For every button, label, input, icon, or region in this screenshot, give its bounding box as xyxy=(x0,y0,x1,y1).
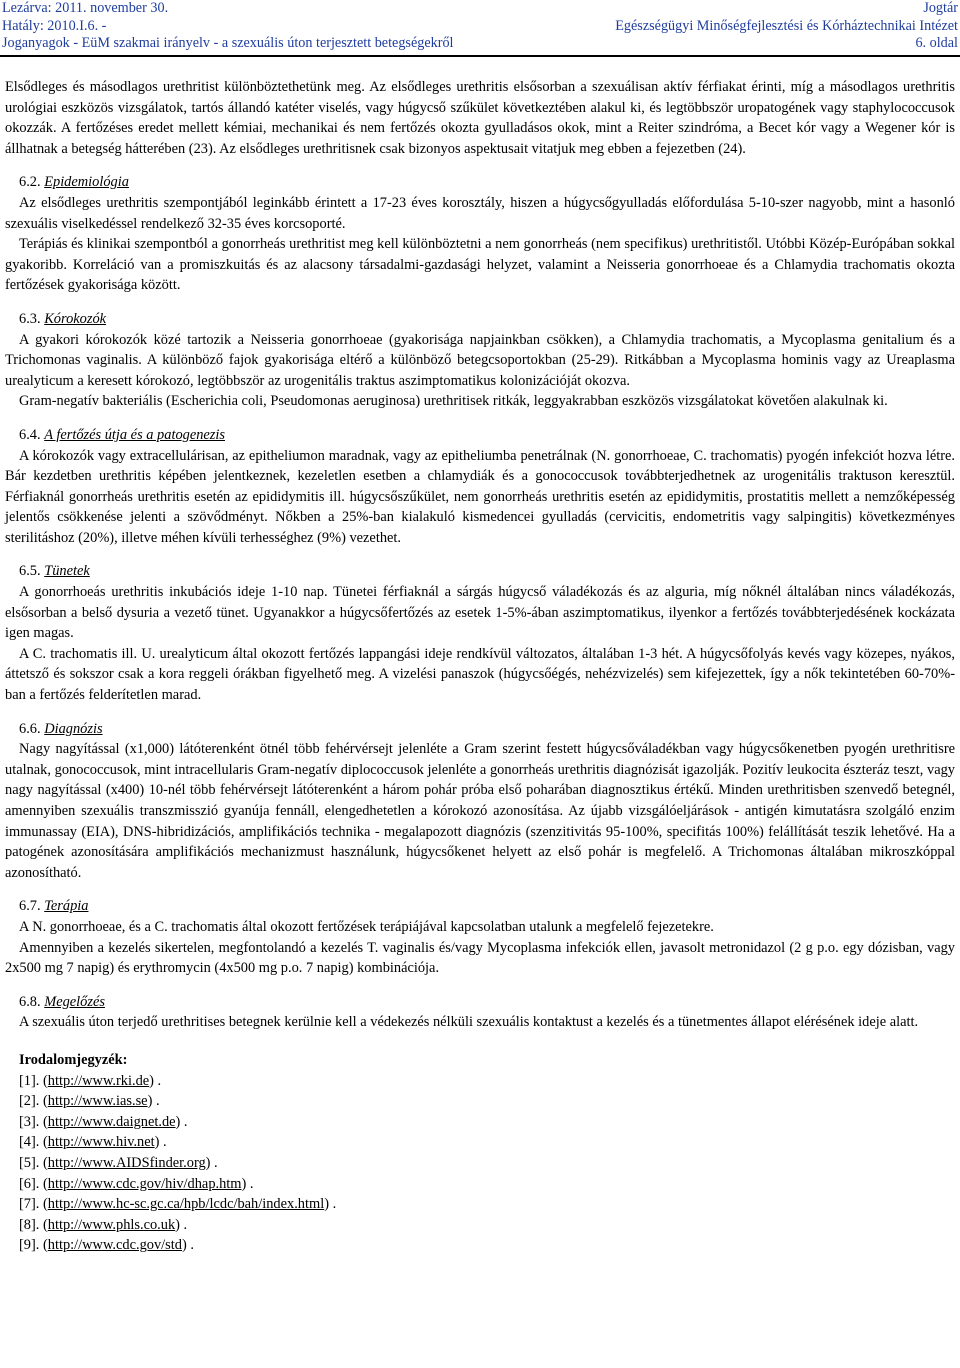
section-paragraph: A gyakori kórokozók közé tartozik a Neisseria gonorrhoeae (gyakorisága napjainkban csökken), a Chlamydia trachomatis, a Mycoplasma genitalium és a Trichomonas vaginalis. A különböző fajok gyakorisága eltérő a különböző betegcsoportokban (25-29). Ritkábban a Mycoplasma hominis vagy az Ureaplasma urealyticum a keresett kórokozó, legtöbbször az urogenitális traktus aszimptomatikus kolonizációját okozva. xyxy=(5,331,955,389)
section-paragraph: Az elsődleges urethritis szempontjából leginkább érintett a 17-23 éves korosztály, hiszen a húgycsőgyulladás előfordulása 5-10-szer nagyobb, mint a hasonló szexuális viselkedéssel rendelkező 32-35 éves korcsoporté. xyxy=(5,194,955,232)
section-paragraph: Terápiás és klinikai szempontból a gonorrheás urethritist meg kell különböztetni a nem gonorrheás (nem specifikus) urethritistől. Utóbbi Közép-Európában sokkal gyakoribb. Korreláció van a promiszkuitás és az alacsony társadalmi-gazdasági helyzet, valamint a Neisseria gonorrhoeae és a Chlamydia trachomatis okozta fertőzések gyakorisága között. xyxy=(5,236,955,294)
reference-open-paren: ( xyxy=(39,1196,48,1213)
reference-item xyxy=(19,1112,955,1133)
section-heading xyxy=(5,896,955,917)
reference-link[interactable]: http://www.cdc.gov/std xyxy=(47,1237,182,1254)
reference-open-paren: ( xyxy=(39,1113,48,1130)
reference-link[interactable]: http://www.rki.de xyxy=(47,1072,150,1089)
reference-number: [9]. xyxy=(19,1237,40,1254)
header-page-number: 6. oldal xyxy=(915,35,958,51)
section-paragraph: A szexuális úton terjedő urethritises betegnek kerülnie kell a védekezés nélküli szexuális kontaktust a kezelés és a tünetmentes állapot elérésének ideje alatt. xyxy=(19,1014,919,1031)
page-header xyxy=(0,0,960,53)
reference-item xyxy=(19,1194,955,1215)
reference-open-paren: ( xyxy=(39,1093,48,1110)
section-number: 6.8. xyxy=(19,993,41,1010)
document-body xyxy=(5,77,955,1256)
section-heading xyxy=(5,309,955,330)
reference-link[interactable]: http://www.hc-sc.gc.ca/hpb/lcdc/bah/index.html xyxy=(47,1196,325,1213)
reference-link[interactable]: http://www.phls.co.uk xyxy=(47,1216,176,1233)
reference-open-paren: ( xyxy=(39,1216,48,1233)
reference-close-paren: ) . xyxy=(149,1072,162,1089)
section-heading xyxy=(5,992,955,1013)
reference-item xyxy=(19,1132,955,1153)
section-title: Kórokozók xyxy=(44,310,107,327)
header-divider xyxy=(0,55,960,57)
header-effective-date: Hatály: 2010.I.6. - xyxy=(2,17,107,34)
section-number: 6.4. xyxy=(19,426,41,443)
reference-number: [3]. xyxy=(19,1113,40,1130)
reference-item xyxy=(19,1174,955,1195)
section-title: Diagnózis xyxy=(44,720,103,737)
reference-item xyxy=(19,1071,955,1092)
reference-open-paren: ( xyxy=(39,1072,48,1089)
section-6-4 xyxy=(5,425,955,549)
references-title: Irodalomjegyzék: xyxy=(19,1051,128,1068)
reference-close-paren: ) . xyxy=(241,1175,254,1192)
section-paragraph: A gonorrhoeás urethritis inkubációs ideje 1-10 nap. Tünetei férfiaknál a sárgás húgycső váladékozás és az alguria, míg nőknél általában nincs váladékozás, elsősorban a belső dysuria a vezető tünet. Ugyanakkor a húgycsőfertőzés az esetek 1-5%-ában aszimptomatikus, ilyenkor a fertőzés továbbterjedésének kockázata igen magas. xyxy=(5,584,955,642)
section-paragraph: A N. gonorrhoeae, és a C. trachomatis által okozott fertőzések terápiájával kapcsolatban utalunk a megfelelő fejezetekre. xyxy=(19,918,714,935)
reference-number: [5]. xyxy=(19,1154,40,1171)
section-6-2 xyxy=(5,172,955,296)
header-institute: Egészségügyi Minőségfejlesztési és Kórháztechnikai Intézet xyxy=(615,17,958,34)
section-heading xyxy=(5,425,955,446)
reference-close-paren: ) . xyxy=(175,1113,188,1130)
section-heading xyxy=(5,719,955,740)
section-paragraph: A kórokozók vagy extracellulárisan, az epitheliumon maradnak, vagy az epitheliumba penetrálnak (N. gonorrhoeae, C. trachomatis) pyogén infekciót hozva létre. Bár kezdetben urethritis képében jelentkeznek, kezeletlen esetben a chlamydiák és a gonococcusok továbbterjedhetnek az urogenitális traktuson keresztül. Férfiaknál gonorrheás urethritis esetén az epididymitis ill. húgycsőszűkület, nem gonorrheás urethritis esetén az epididymitis, prostatitis mellett a nemzőképesség jelentős csökkenése jelenti a szövődményt. Nőkben a 25%-ban kialakuló kismedencei gyulladás (cervicitis, endometritis vagy salpingitis) következményes sterilitáshoz (20%), illetve méhen kívüli terhességhez (9%) vezethet. xyxy=(5,447,955,546)
reference-link[interactable]: http://www.ias.se xyxy=(47,1093,148,1110)
reference-number: [2]. xyxy=(19,1093,40,1110)
section-heading xyxy=(5,561,955,582)
reference-close-paren: ) . xyxy=(324,1196,337,1213)
section-number: 6.7. xyxy=(19,898,41,915)
section-title: Terápia xyxy=(44,898,89,915)
reference-open-paren: ( xyxy=(39,1175,48,1192)
header-document-path: Joganyagok - EüM szakmai irányelv - a szexuális úton terjesztett betegségekről xyxy=(2,35,454,51)
section-number: 6.3. xyxy=(19,310,41,327)
section-heading xyxy=(5,172,955,193)
section-title: Tünetek xyxy=(44,563,90,580)
header-jogtar: Jogtár xyxy=(923,0,958,16)
section-6-5 xyxy=(5,561,955,705)
reference-item xyxy=(19,1091,955,1112)
reference-link[interactable]: http://www.hiv.net xyxy=(47,1134,155,1151)
reference-close-paren: ) . xyxy=(181,1237,194,1254)
header-closed-date: Lezárva: 2011. november 30. xyxy=(2,0,169,16)
reference-item xyxy=(19,1215,955,1236)
reference-close-paren: ) . xyxy=(175,1216,188,1233)
section-title: A fertőzés útja és a patogenezis xyxy=(44,426,226,443)
section-number: 6.5. xyxy=(19,563,41,580)
reference-item xyxy=(19,1235,955,1256)
section-6-7 xyxy=(5,896,955,978)
section-title: Megelőzés xyxy=(44,993,105,1010)
section-6-8 xyxy=(5,992,955,1033)
reference-item xyxy=(19,1153,955,1174)
reference-number: [6]. xyxy=(19,1175,40,1192)
section-6-6 xyxy=(5,719,955,884)
sections-container xyxy=(5,172,955,1033)
reference-link[interactable]: http://www.AIDSfinder.org xyxy=(47,1154,206,1171)
reference-open-paren: ( xyxy=(39,1154,48,1171)
section-number: 6.6. xyxy=(19,720,41,737)
section-paragraph: Gram-negatív bakteriális (Escherichia coli, Pseudomonas aeruginosa) urethritisek ritkák, leggyakrabban eszközös vizsgálatokat követően alakulnak ki. xyxy=(19,393,888,410)
reference-open-paren: ( xyxy=(39,1237,48,1254)
section-title: Epidemiológia xyxy=(44,174,129,191)
section-number: 6.2. xyxy=(19,174,41,191)
reference-link[interactable]: http://www.cdc.gov/hiv/dhap.htm xyxy=(47,1175,242,1192)
reference-open-paren: ( xyxy=(39,1134,48,1151)
reference-number: [1]. xyxy=(19,1072,40,1089)
reference-close-paren: ) . xyxy=(205,1154,218,1171)
reference-number: [7]. xyxy=(19,1196,40,1213)
reference-close-paren: ) . xyxy=(147,1093,160,1110)
reference-number: [4]. xyxy=(19,1134,40,1151)
references-list xyxy=(5,1071,955,1256)
section-paragraph: A C. trachomatis ill. U. urealyticum által okozott fertőzés lappangási ideje rendkívül változatos, általában 1-3 hét. A húgycsőfolyás kevés vagy közepes, nyákos, áttetsző és sokszor csak a kora reggeli órákban figyelhető meg. A vizelési panaszok (húgycsőégés, nehézvizelés) sem kifejezettek, így a nők tekintetében 60-70%-ban a fertőzés felderítetlen marad. xyxy=(5,645,955,704)
section-paragraph: Amennyiben a kezelés sikertelen, megfontolandó a kezelés T. vaginalis és/vagy Mycoplasma infekciók ellen, javasolt metronidazol (2 g p.o. egy dózisban, vagy 2x500 mg 7 napig) és erythromycin (4x500 mg p.o. 7 napig) kombinációja. xyxy=(5,939,955,977)
intro-paragraph: Elsődleges és másodlagos urethritist különböztethetünk meg. Az elsődleges urethritis elsősorban a szexuálisan aktív férfiakat érinti, míg a másodlagos urethritis urológiai eszközös vizsgálatok, tartós állandó katéter viselés, vagy húgycső szűkület következtében alakul ki, és legtöbbször uropatogének vagy staphylococcusok okozzák. A fertőzéses eredet mellett kémiai, mechanikai és nem fertőzés okozta gyulladásos okok, mint a Reiter szindróma, a Becet kór vagy a Wegener kór is állhatnak a betegség hátterében (23). Az elsődleges urethritisnek csak bizonyos aspektusait vitatjuk meg ebben a fejezetben (24). xyxy=(5,79,955,157)
reference-close-paren: ) . xyxy=(154,1134,167,1151)
reference-link[interactable]: http://www.daignet.de xyxy=(47,1113,176,1130)
reference-number: [8]. xyxy=(19,1216,40,1233)
section-paragraph: Nagy nagyítással (x1,000) látóterenként ötnél több fehérvérsejt jelenléte a Gram szerint festett húgycsőváladékban vagy húgycsőkenetben pyogén urethritisre utalnak, gonococcusok, mint intracellularis Gram-negatív diplococcusok jelenléte a gonorrheás urethritis diagnózisát igazolják. Pozitív leukocita észteráz teszt, vagy nagy nagyítással (x400) 10-nél több fehérvérsejt látóterenként a három pohár próba első poharában diagnosztikus értékű. Minden urethritisben szenvedő betegnél, amennyiben szexuális transzmisszió gyanúja fennáll, elengedhetetlen a kórokozó azonosítása. Az újabb vizsgálóeljárások - antigén kimutatásra szolgáló enzim immunassay (EIA), DNS-hibridizációs, amplifikációs technika - megalapozott diagnózis (szenzitivitás 95-100%, specifitás 100%) felállítását teszik lehetővé. Ha a patogének azonosítására amplifikációs mechanizmust használunk, húgycsőkenet helyett az első pohár is megfelelő. A Trichomonas általában mikroszkóppal azonosítható. xyxy=(5,741,955,881)
section-6-3 xyxy=(5,309,955,412)
